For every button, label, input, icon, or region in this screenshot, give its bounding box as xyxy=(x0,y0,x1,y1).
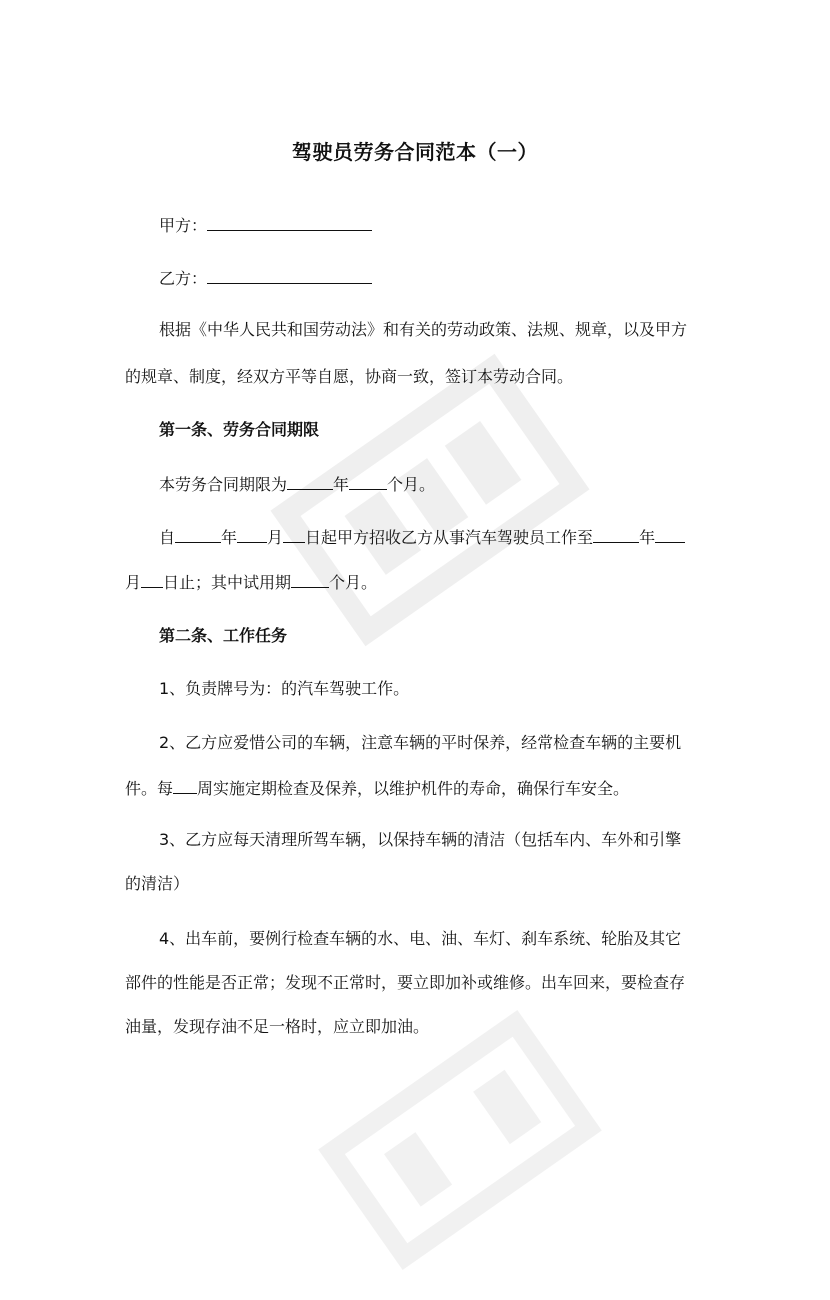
item-2-line-2 xyxy=(125,777,629,799)
party-b-blank[interactable] xyxy=(207,267,372,284)
intro-line-2: 的规章、制度，经双方平等自愿，协商一致，签订本劳动合同。 xyxy=(125,367,574,386)
probation-months-blank[interactable] xyxy=(291,571,329,588)
section2-heading: 第二条、工作任务 xyxy=(159,626,288,645)
item-4-line-2: 部件的性能是否正常；发现不正常时，要立即加补或维修。出车回来，要检查存 xyxy=(125,973,686,992)
period-from: 自 xyxy=(159,528,176,547)
term-text-2: 年 xyxy=(333,475,350,494)
end-month-blank-a[interactable] xyxy=(655,526,685,543)
term-text-1: 本劳务合同期限为 xyxy=(159,475,288,494)
start-year-blank[interactable] xyxy=(175,526,221,543)
party-b-label: 乙方： xyxy=(159,269,208,288)
start-day-blank[interactable] xyxy=(283,526,305,543)
party-a-blank[interactable] xyxy=(207,214,372,231)
item-2-line-1: 2、乙方应爱惜公司的车辆，注意车辆的平时保养，经常检查车辆的主要机 xyxy=(159,733,682,752)
item-1: 1、负责牌号为：的汽车驾驶工作。 xyxy=(159,679,410,698)
period-year2: 年 xyxy=(639,528,656,547)
party-b-line xyxy=(159,267,372,289)
item-4-line-1: 4、出车前，要例行检查车辆的水、电、油、车灯、刹车系统、轮胎及其它 xyxy=(159,929,682,948)
period-line-1 xyxy=(159,526,685,548)
term-months-blank[interactable] xyxy=(349,473,387,490)
item-3-line-1: 3、乙方应每天清理所驾车辆，以保持车辆的清洁（包括车内、车外和引擎 xyxy=(159,830,682,849)
item-2-text-a: 件。每 xyxy=(125,779,174,798)
intro-line-1: 根据《中华人民共和国劳动法》和有关的劳动政策、法规、规章，以及甲方 xyxy=(159,320,688,339)
period-day-start: 日起甲方招收乙方从事汽车驾驶员工作至 xyxy=(305,528,594,547)
period-line-2 xyxy=(125,571,377,593)
period-year: 年 xyxy=(221,528,238,547)
period-day-end: 日止；其中试用期 xyxy=(163,573,292,592)
document-title: 驾驶员劳务合同范本（一） xyxy=(292,140,538,164)
item-4-line-3: 油量，发现存油不足一格时，应立即加油。 xyxy=(125,1017,430,1036)
period-months-suffix: 个月。 xyxy=(329,573,378,592)
period-month2: 月 xyxy=(125,573,142,592)
section1-heading: 第一条、劳务合同期限 xyxy=(159,420,320,439)
term-years-blank[interactable] xyxy=(287,473,333,490)
weeks-blank[interactable] xyxy=(173,777,197,794)
party-a-label: 甲方： xyxy=(159,216,208,235)
start-month-blank[interactable] xyxy=(237,526,267,543)
term-line xyxy=(159,473,435,495)
item-3-line-2: 的清洁） xyxy=(125,874,190,893)
item-2-text-b: 周实施定期检查及保养，以维护机件的寿命，确保行车安全。 xyxy=(197,779,630,798)
end-day-blank[interactable] xyxy=(141,571,163,588)
party-a-line xyxy=(159,214,372,236)
term-text-3: 个月。 xyxy=(387,475,436,494)
period-month: 月 xyxy=(267,528,284,547)
end-year-blank[interactable] xyxy=(593,526,639,543)
